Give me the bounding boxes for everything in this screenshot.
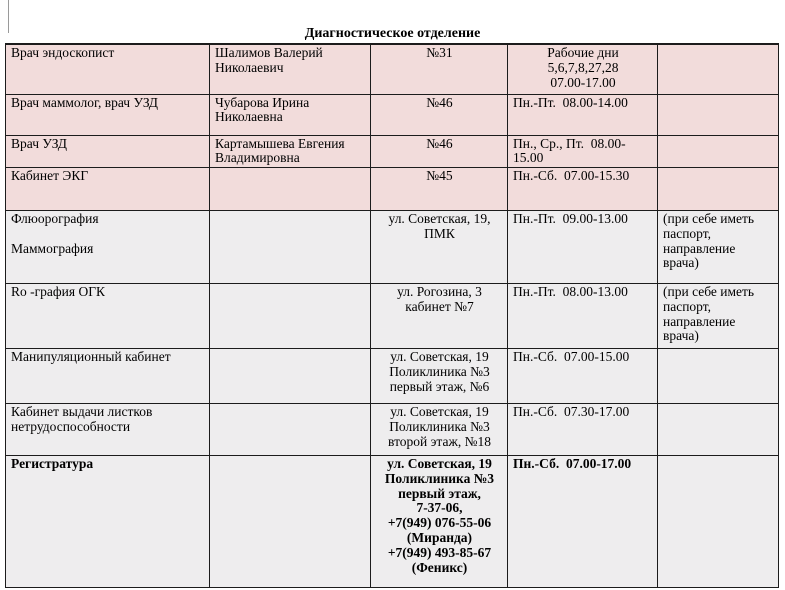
cell-note	[658, 135, 779, 168]
diagnostic-department-table	[5, 43, 779, 588]
cell-doctor-name	[210, 168, 371, 211]
row-uzd-doctor	[6, 135, 779, 168]
row-sick-leave-cabinet	[6, 404, 779, 456]
cell-schedule: Пн.-Пт. 08.00-14.00	[508, 94, 658, 135]
cell-schedule: Рабочие дни 5,6,7,8,27,28 07.00-17.00	[508, 44, 658, 94]
cell-position: Манипуляционный кабинет	[6, 349, 210, 404]
cell-schedule: Пн., Ср., Пт. 08.00-15.00	[508, 135, 658, 168]
cell-doctor-name: Чубарова Ирина Николаевна	[210, 94, 371, 135]
cell-note	[658, 404, 779, 456]
cell-room: №46	[371, 135, 508, 168]
cell-address: ул. Советская, 19 Поликлиника №3 первый этаж, №6	[371, 349, 508, 404]
cell-schedule: Пн.-Сб. 07.00-17.00	[508, 456, 658, 588]
row-registry	[6, 456, 779, 588]
cell-schedule: Пн.-Сб. 07.00-15.30	[508, 168, 658, 211]
cell-schedule: Пн.-Пт. 08.00-13.00	[508, 284, 658, 349]
cell-position: Флюорография Маммография	[6, 211, 210, 284]
cell-doctor-name	[210, 404, 371, 456]
row-xray-ogk	[6, 284, 779, 349]
cell-position: Врач эндоскопист	[6, 44, 210, 94]
cell-note: (при себе иметь паспорт, направление врача)	[658, 211, 779, 284]
cell-doctor-name: Картамышева Евгения Владимировна	[210, 135, 371, 168]
table-title: Диагностическое отделение	[304, 26, 481, 41]
cell-room: №46	[371, 94, 508, 135]
cell-room: №31	[371, 44, 508, 94]
row-fluorography	[6, 211, 779, 284]
row-mammologist	[6, 94, 779, 135]
cell-position: Ro -графия ОГК	[6, 284, 210, 349]
cell-note	[658, 456, 779, 588]
cell-position: Кабинет ЭКГ	[6, 168, 210, 211]
row-ekg-cabinet	[6, 168, 779, 211]
cell-schedule: Пн.-Сб. 07.30-17.00	[508, 404, 658, 456]
cell-note	[658, 94, 779, 135]
cell-note: (при себе иметь паспорт, направление врача)	[658, 284, 779, 349]
cell-address: ул. Рогозина, 3 кабинет №7	[371, 284, 508, 349]
cell-schedule: Пн.-Пт. 09.00-13.00	[508, 211, 658, 284]
cell-address: ул. Советская, 19 Поликлиника №3 второй этаж, №18	[371, 404, 508, 456]
row-manipulation-cabinet	[6, 349, 779, 404]
cell-doctor-name: Шалимов Валерий Николаевич	[210, 44, 371, 94]
cell-address: ул. Советская, 19 Поликлиника №3 первый этаж, 7-37-06, +7(949) 076-55-06 (Миранда) +7(949) 493-85-67 (Феникс)	[371, 456, 508, 588]
cell-doctor-name	[210, 284, 371, 349]
row-endoscopist	[6, 44, 779, 94]
cell-doctor-name	[210, 456, 371, 588]
cell-note	[658, 168, 779, 211]
cell-position: Кабинет выдачи листков нетрудоспособности	[6, 404, 210, 456]
cell-room: №45	[371, 168, 508, 211]
cell-doctor-name	[210, 211, 371, 284]
cell-note	[658, 44, 779, 94]
cell-position: Врач УЗД	[6, 135, 210, 168]
cell-schedule: Пн.-Сб. 07.00-15.00	[508, 349, 658, 404]
cell-doctor-name	[210, 349, 371, 404]
cell-note	[658, 349, 779, 404]
cell-address: ул. Советская, 19, ПМК	[371, 211, 508, 284]
cell-position: Врач маммолог, врач УЗД	[6, 94, 210, 135]
cell-position: Регистратура	[6, 456, 210, 588]
